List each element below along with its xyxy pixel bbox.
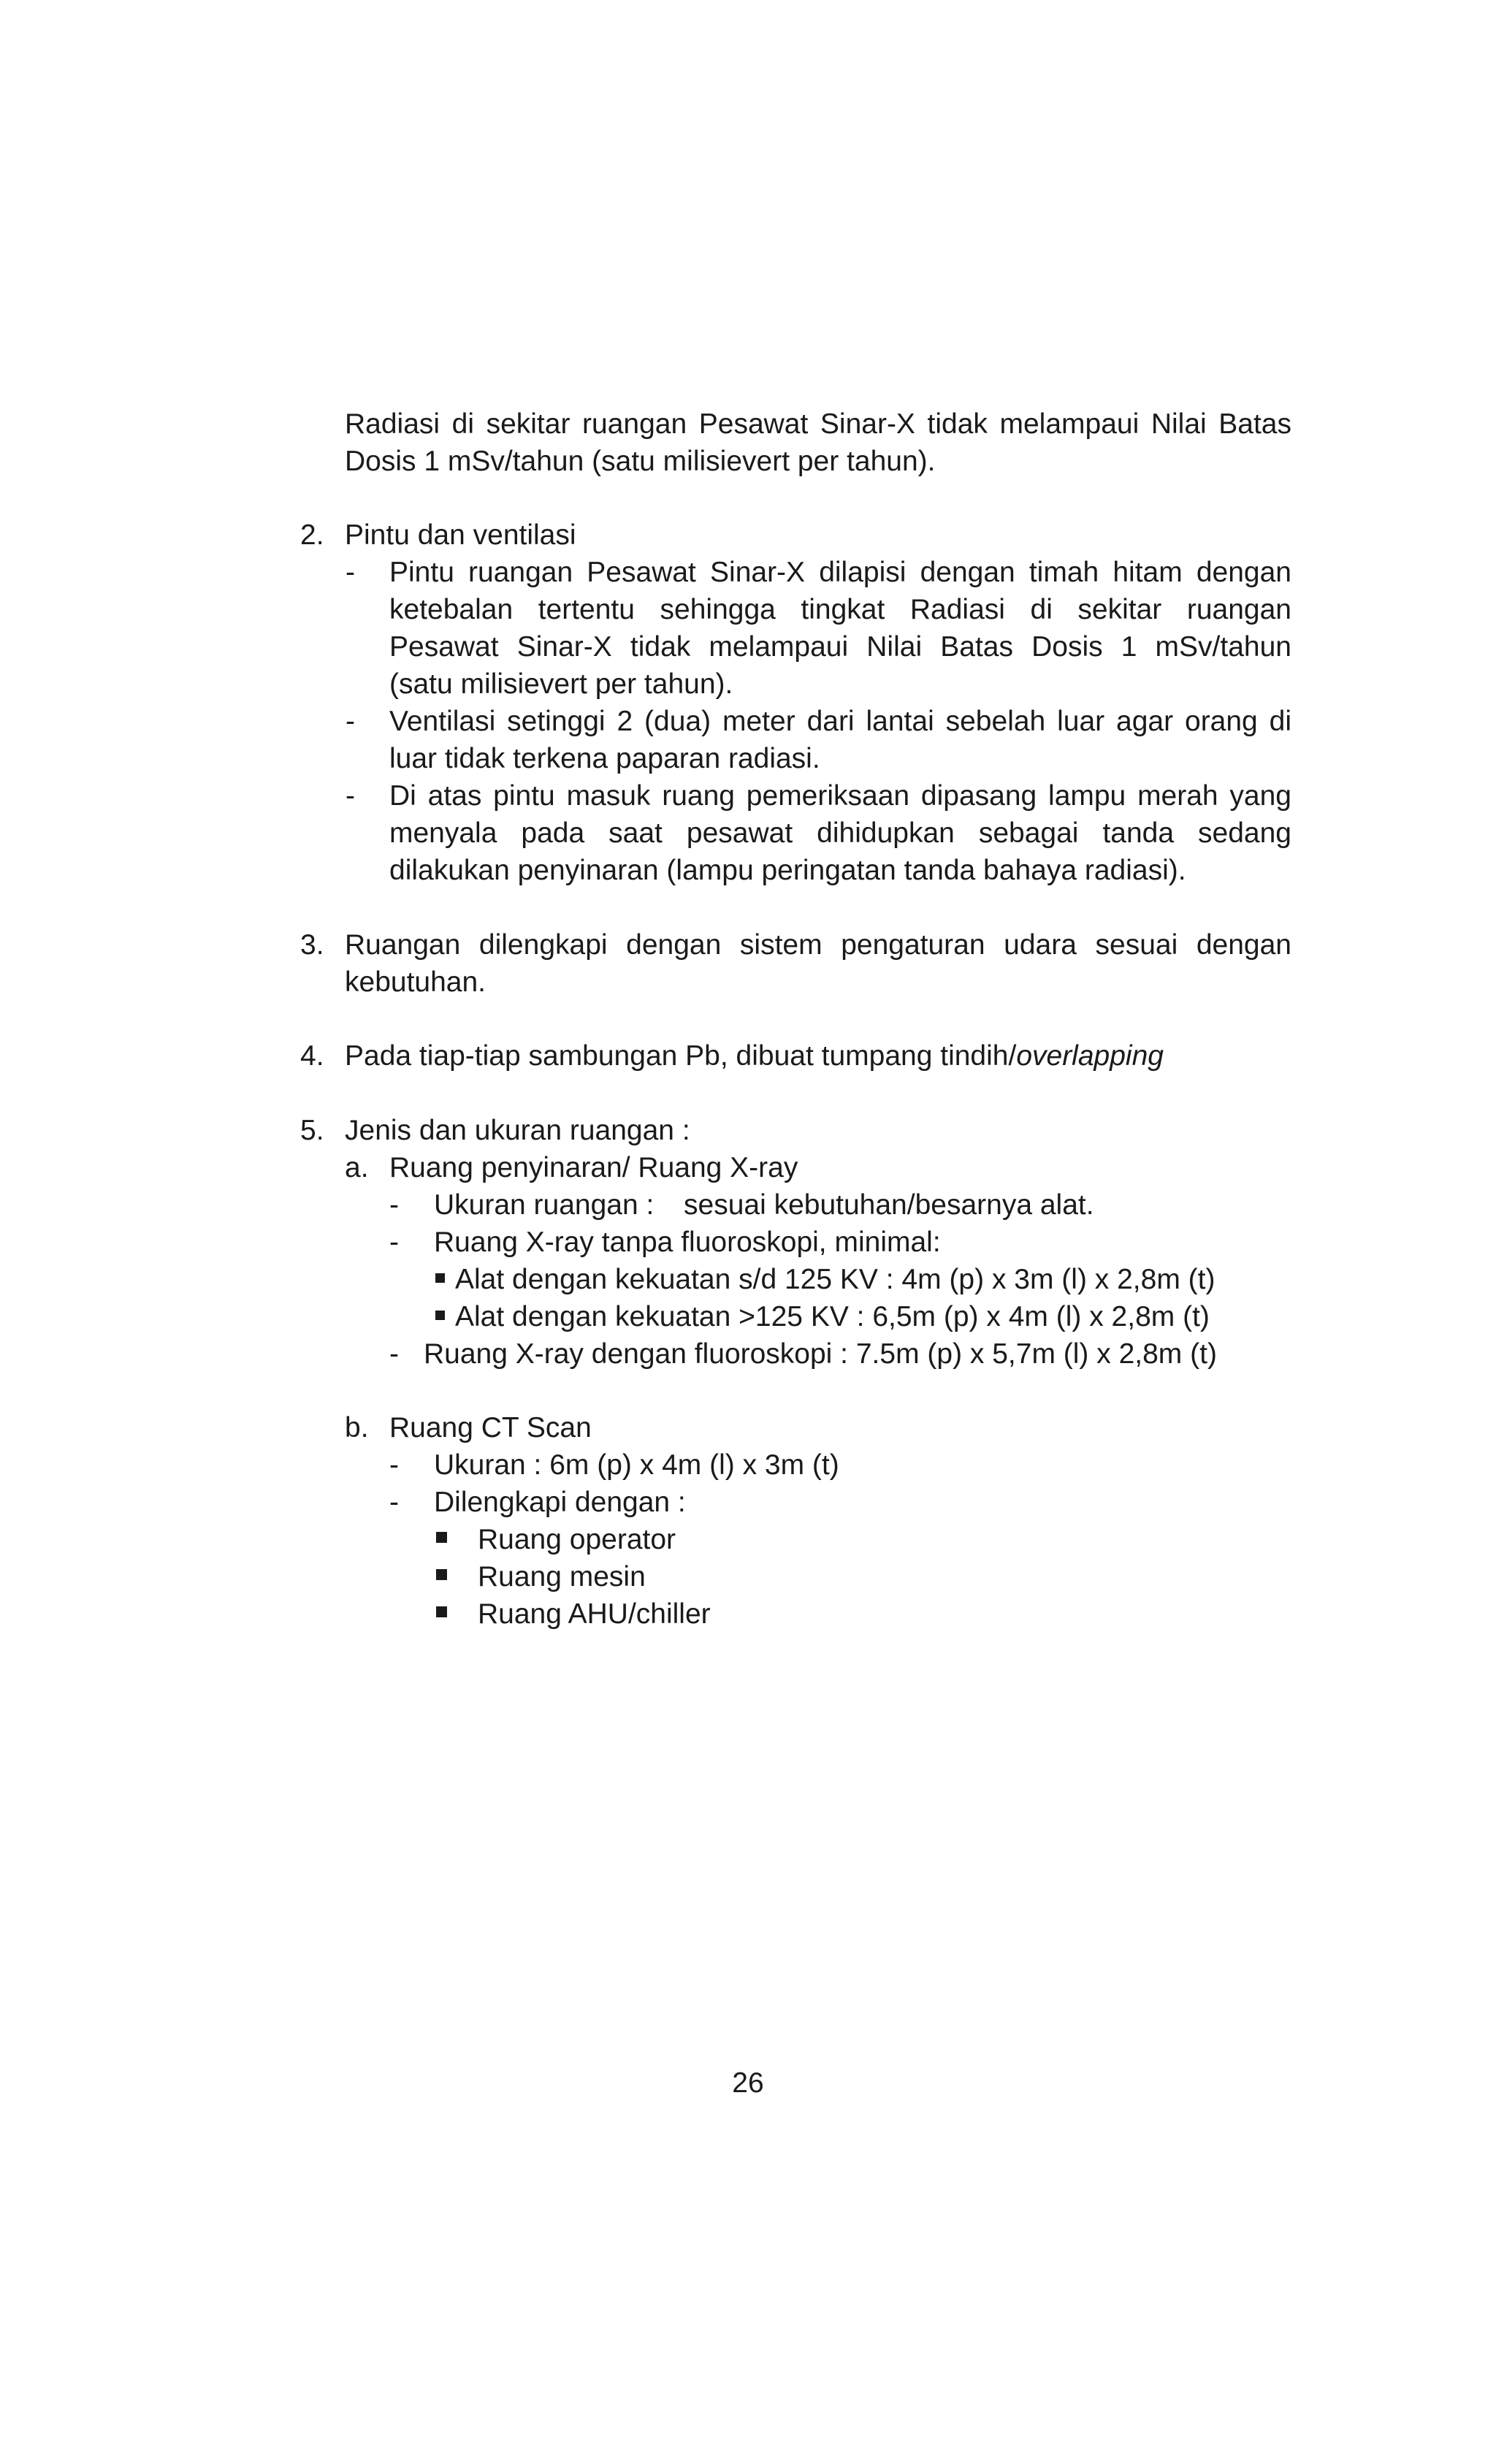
sub-letter-b: b.: [345, 1412, 369, 1443]
intro-line-2: Dosis 1 mSv/tahun (satu milisievert per tahun).: [345, 446, 936, 477]
bullet-dash: -: [389, 1227, 399, 1258]
pintu-bullet-3-line-3: dilakukan penyinaran (lampu peringatan tanda bahaya radiasi).: [389, 855, 1186, 886]
bullet-dash: -: [389, 1338, 399, 1370]
xray-sub-item-1-text: Alat dengan kekuatan s/d 125 KV : 4m (p) x 3m (l) x 2,8m (t): [455, 1264, 1216, 1295]
ct-ukuran: Ukuran : 6m (p) x 4m (l) x 3m (t): [434, 1449, 839, 1481]
jenis-title: Jenis dan ukuran ruangan :: [345, 1115, 690, 1146]
xray-sub-item-2-text: Alat dengan kekuatan >125 KV : 6,5m (p) x 4m (l) x 2,8m (t): [455, 1301, 1210, 1332]
sambungan-text-regular: Pada tiap-tiap sambungan Pb, dibuat tumpang tindih/: [345, 1040, 1017, 1072]
pintu-bullet-1-line-4: (satu milisievert per tahun).: [389, 668, 733, 700]
sub-letter-a: a.: [345, 1152, 369, 1183]
xray-sub-item-1: [435, 1261, 1215, 1298]
bullet-dash: -: [346, 780, 355, 812]
square-bullet-icon: [435, 1311, 445, 1320]
item-title-pintu: Pintu dan ventilasi: [345, 519, 576, 551]
item-number-3: 3.: [300, 929, 324, 961]
bullet-dash: -: [389, 1449, 399, 1481]
pintu-bullet-2-line-1: Ventilasi setinggi 2 (dua) meter dari lantai sebelah luar agar orang di: [389, 706, 1291, 737]
xray-tanpa-fluoroskopi: Ruang X-ray tanpa fluoroskopi, minimal:: [434, 1227, 941, 1258]
ct-sub-item-3: Ruang AHU/chiller: [478, 1598, 711, 1630]
item-number-5: 5.: [300, 1115, 324, 1146]
ruang-xray-title: Ruang penyinaran/ Ruang X-ray: [389, 1152, 798, 1183]
ct-sub-item-1: Ruang operator: [478, 1524, 676, 1555]
page-number: 26: [732, 2067, 764, 2099]
sambungan-text-italic: overlapping: [1016, 1040, 1164, 1072]
intro-line-1: Radiasi di sekitar ruangan Pesawat Sinar-X tidak melampaui Nilai Batas: [345, 408, 1291, 440]
sambungan-text: [345, 1037, 1164, 1075]
square-bullet-icon: [436, 1569, 447, 1580]
square-bullet-icon: [436, 1532, 447, 1543]
ruangan-line-1: Ruangan dilengkapi dengan sistem pengaturan udara sesuai dengan: [345, 929, 1291, 961]
pintu-bullet-1-line-3: Pesawat Sinar-X tidak melampaui Nilai Batas Dosis 1 mSv/tahun: [389, 631, 1291, 663]
bullet-dash: -: [346, 706, 355, 737]
ct-sub-item-2: Ruang mesin: [478, 1561, 646, 1593]
item-number-4: 4.: [300, 1040, 324, 1072]
pintu-bullet-2-line-2: luar tidak terkena paparan radiasi.: [389, 743, 820, 774]
xray-dengan-fluoroskopi: Ruang X-ray dengan fluoroskopi : 7.5m (p) x 5,7m (l) x 2,8m (t): [424, 1338, 1217, 1370]
pintu-bullet-1-line-1: Pintu ruangan Pesawat Sinar-X dilapisi dengan timah hitam dengan: [389, 557, 1291, 588]
ruangan-line-2: kebutuhan.: [345, 966, 486, 998]
pintu-bullet-1-line-2: ketebalan tertentu sehingga tingkat Radiasi di sekitar ruangan: [389, 594, 1291, 625]
square-bullet-icon: [436, 1606, 447, 1617]
item-number-2: 2.: [300, 519, 324, 551]
xray-sub-item-2: [435, 1298, 1210, 1335]
ct-scan-title: Ruang CT Scan: [389, 1412, 592, 1443]
pintu-bullet-3-line-1: Di atas pintu masuk ruang pemeriksaan dipasang lampu merah yang: [389, 780, 1291, 812]
square-bullet-icon: [435, 1273, 445, 1283]
ct-dilengkapi: Dilengkapi dengan :: [434, 1487, 686, 1518]
bullet-dash: -: [389, 1189, 399, 1221]
xray-ukuran-label: Ukuran ruangan :: [434, 1189, 654, 1221]
bullet-dash: -: [346, 557, 355, 588]
bullet-dash: -: [389, 1487, 399, 1518]
pintu-bullet-3-line-2: menyala pada saat pesawat dihidupkan sebagai tanda sedang: [389, 817, 1291, 849]
xray-ukuran-value: sesuai kebutuhan/besarnya alat.: [684, 1189, 1094, 1221]
